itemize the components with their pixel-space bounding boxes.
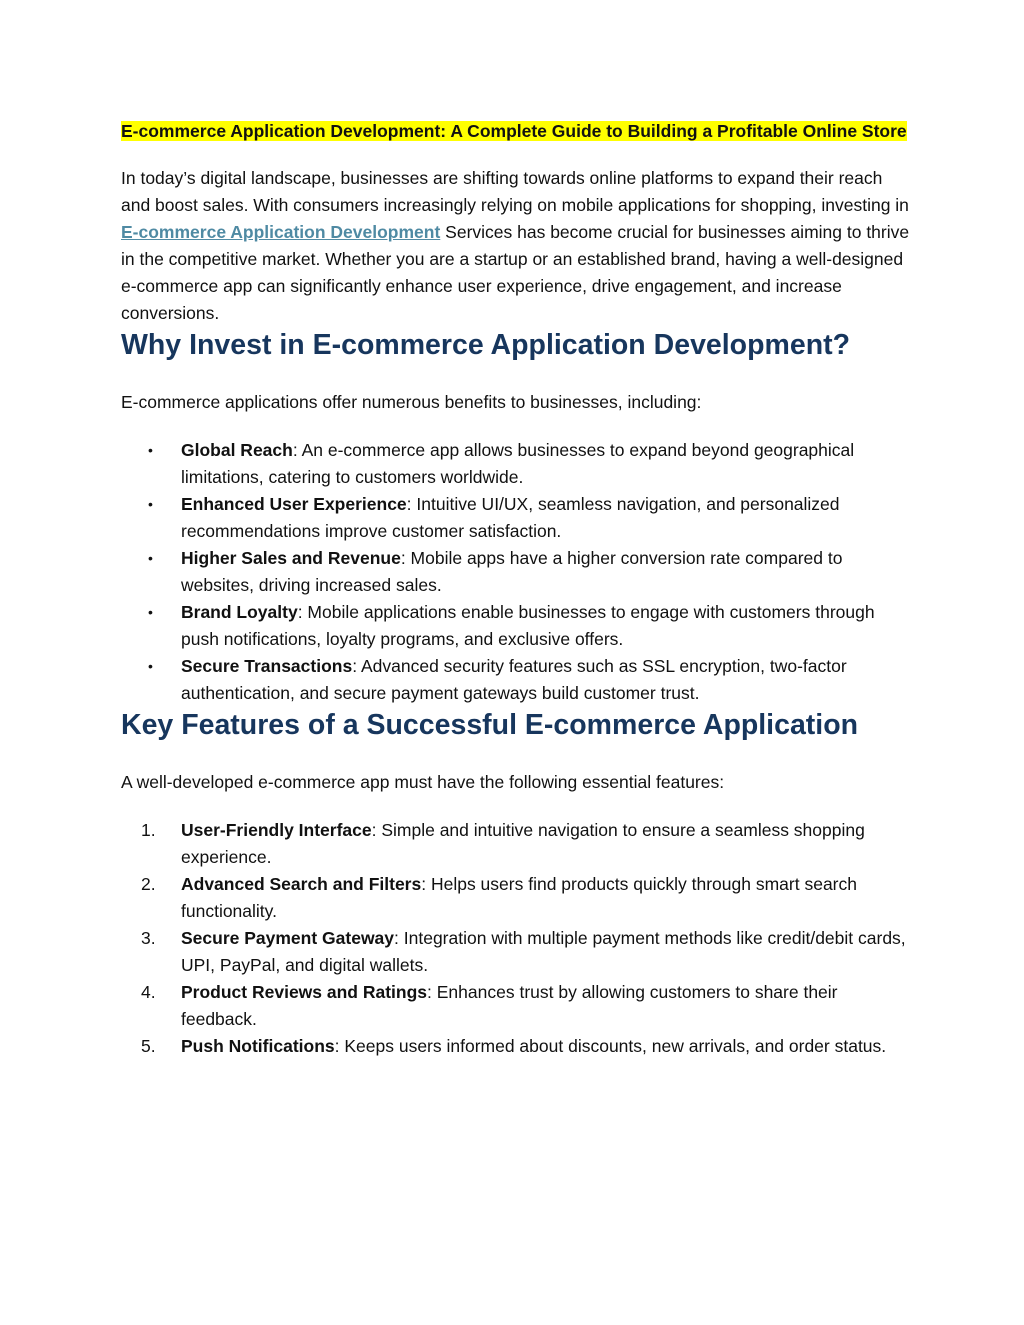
why-invest-lead: E-commerce applications offer numerous benefits to businesses, including:: [121, 392, 702, 412]
feature-text: : Enhances trust by allowing customers to share their feedback.: [181, 982, 838, 1029]
benefit-text: : Mobile applications enable businesses to engage with customers through push notifications, loyalty programs, and exclusive offers.: [181, 602, 875, 649]
benefit-text: : Mobile apps have a higher conversion rate compared to websites, driving increased sales.: [181, 548, 843, 595]
intro-text-end: Services has become crucial for businesses aiming to thrive in the competitive market. Whether you are a startup or an established brand, having a well-designed e-commerce app can significantly enhance user experience, drive engagement, and increase conversions.: [121, 222, 910, 323]
list-item: [121, 491, 911, 545]
benefit-term: Enhanced User Experience: [181, 494, 407, 514]
bullet-icon: •: [148, 550, 153, 566]
bullet-icon: •: [148, 496, 153, 512]
benefit-term: Brand Loyalty: [181, 602, 298, 622]
document-title: [121, 118, 911, 145]
features-list: [121, 817, 911, 1060]
list-number: 5.: [141, 1036, 156, 1056]
list-item: [121, 871, 911, 925]
feature-term: Push Notifications: [181, 1036, 335, 1056]
title-highlight: E-commerce Application Development: A Complete Guide to Building a Profitable Online Store: [121, 121, 907, 141]
feature-text: : Simple and intuitive navigation to ensure a seamless shopping experience.: [181, 820, 865, 867]
ecommerce-development-link[interactable]: E-commerce Application Development: [121, 222, 441, 242]
benefits-list: [121, 437, 911, 707]
list-item: [121, 979, 911, 1033]
benefit-term: Secure Transactions: [181, 656, 353, 676]
document-page: [121, 118, 911, 1060]
list-item: [121, 545, 911, 599]
feature-term: Advanced Search and Filters: [181, 874, 422, 894]
list-item: [121, 925, 911, 979]
key-features-heading: Key Features of a Successful E-commerce Application: [121, 709, 859, 741]
list-item: [121, 1033, 911, 1060]
feature-term: User-Friendly Interface: [181, 820, 372, 840]
list-number: 1.: [141, 820, 156, 840]
list-number: 2.: [141, 874, 156, 894]
list-item: [121, 437, 911, 491]
intro-paragraph: [121, 165, 911, 327]
why-invest-heading: Why Invest in E-commerce Application Development?: [121, 329, 851, 361]
benefit-term: Global Reach: [181, 440, 293, 460]
benefit-text: : An e-commerce app allows businesses to expand beyond geographical limitations, catering to customers worldwide.: [181, 440, 855, 487]
key-features-lead: A well-developed e-commerce app must have the following essential features:: [121, 772, 725, 792]
list-item: [121, 817, 911, 871]
list-item: [121, 653, 911, 707]
list-item: [121, 599, 911, 653]
feature-term: Secure Payment Gateway: [181, 928, 395, 948]
benefit-term: Higher Sales and Revenue: [181, 548, 401, 568]
feature-text: : Helps users find products quickly through smart search functionality.: [181, 874, 857, 921]
benefit-text: : Advanced security features such as SSL encryption, two-factor authentication, and secure payment gateways build customer trust.: [181, 656, 847, 703]
feature-term: Product Reviews and Ratings: [181, 982, 428, 1002]
intro-text-start: In today’s digital landscape, businesses are shifting towards online platforms to expand their reach and boost sales. With consumers increasingly relying on mobile applications for shopping, investing in: [121, 168, 909, 215]
feature-text: : Integration with multiple payment methods like credit/debit cards, UPI, PayPal, and digital wallets.: [181, 928, 906, 975]
bullet-icon: •: [148, 658, 153, 674]
feature-text: : Keeps users informed about discounts, new arrivals, and order status.: [334, 1036, 887, 1056]
bullet-icon: •: [148, 442, 153, 458]
list-number: 3.: [141, 928, 156, 948]
benefit-text: : Intuitive UI/UX, seamless navigation, and personalized recommendations improve customer satisfaction.: [181, 494, 840, 541]
bullet-icon: •: [148, 604, 153, 620]
list-number: 4.: [141, 982, 156, 1002]
